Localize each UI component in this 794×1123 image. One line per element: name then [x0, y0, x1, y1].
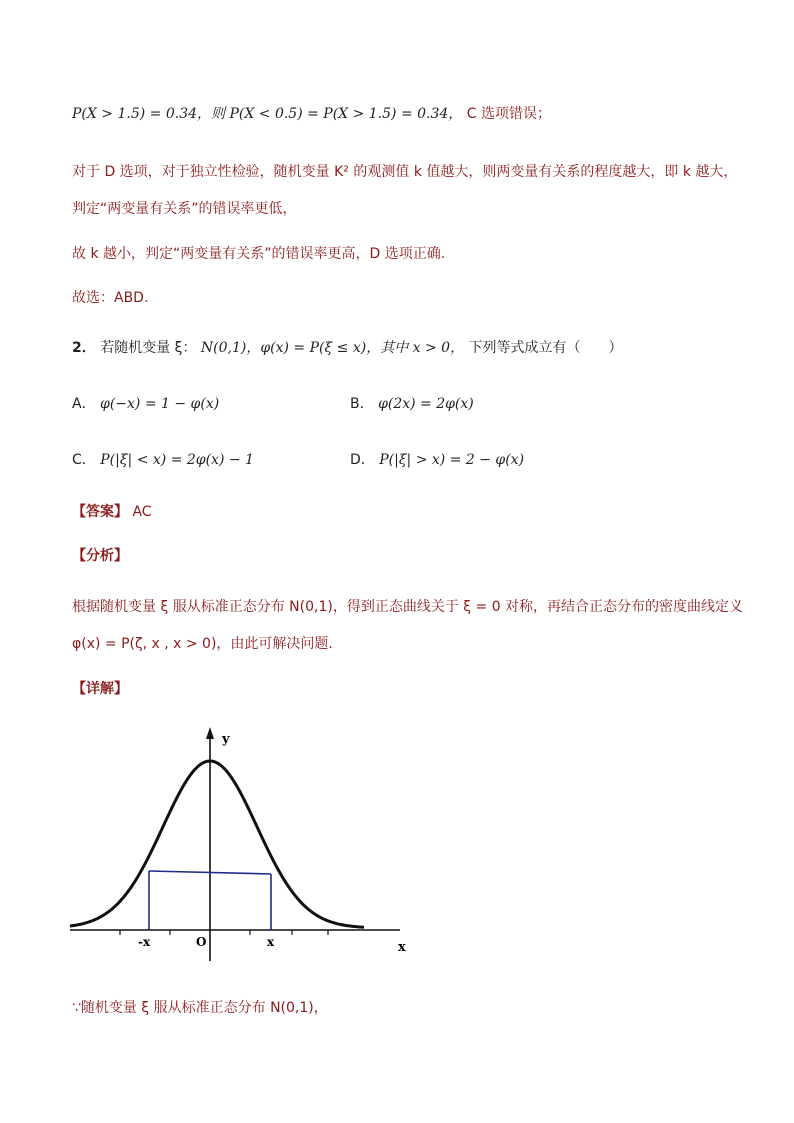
option-a	[72, 394, 219, 414]
y-label: y	[222, 732, 230, 747]
question-number: 2．	[72, 340, 96, 356]
x-label: x	[398, 940, 406, 955]
analysis-tag: 【分析】	[72, 548, 128, 564]
text-line-5: 故选：ABD.	[72, 290, 149, 306]
option-a-label: A．	[72, 396, 96, 412]
normal-distribution-figure	[60, 725, 420, 970]
y-axis-arrow	[206, 727, 214, 739]
text-line-3: 判定“两变量有关系”的错误率更低，	[72, 201, 297, 217]
neg-x-label: -x	[138, 935, 151, 949]
text-line-2: 对于 D 选项，对于独立性检验，随机变量 K² 的观测值 k 值越大，则两变量有关系的程度越大，即 k 越大，	[72, 164, 738, 180]
answer-line	[72, 502, 152, 522]
text-line-4: 故 k 越小，判定“两变量有关系”的错误率更高，D 选项正确.	[72, 246, 446, 262]
question-stem-math: N(0,1)，φ(x) = P(ξ ≤ x)，其中 x > 0，	[200, 340, 465, 356]
option-c-expr: P(|ξ| < x) = 2φ(x) − 1	[100, 452, 254, 468]
last-line: ∵随机变量 ξ 服从标准正态分布 N(0,1)，	[72, 1000, 328, 1016]
detail-tag: 【详解】	[72, 681, 128, 697]
pos-x-label: x	[267, 935, 275, 949]
answer-value: AC	[132, 504, 152, 520]
option-d-label: D．	[350, 452, 375, 468]
option-b	[350, 394, 474, 414]
option-b-label: B．	[350, 396, 374, 412]
normal-curve	[70, 761, 364, 927]
line1-text: C 选项错误；	[466, 106, 551, 122]
question-stem-text: 若随机变量 ξ：	[100, 340, 197, 356]
origin-label: O	[196, 935, 207, 949]
question-2	[72, 338, 623, 358]
option-b-expr: φ(2x) = 2φ(x)	[378, 396, 474, 412]
line1-math: P(X > 1.5) = 0.34，则 P(X < 0.5) = P(X > 1.5) = 0.34，	[72, 106, 463, 122]
text-line-1	[72, 104, 551, 124]
option-a-expr: φ(−x) = 1 − φ(x)	[100, 396, 220, 412]
option-d-expr: P(|ξ| > x) = 2 − φ(x)	[379, 452, 525, 468]
option-c	[72, 450, 254, 470]
answer-tag: 【答案】	[72, 504, 128, 520]
question-stem-tail: 下列等式成立有（ ）	[468, 340, 623, 356]
analysis-p1: 根据随机变量 ξ 服从标准正态分布 N(0,1)，得到正态曲线关于 ξ = 0 对称，再结合正态分布的密度曲线定义	[72, 599, 744, 615]
option-c-label: C．	[72, 452, 96, 468]
analysis-p2: φ(x) = P(ζ, x , x > 0)，由此可解决问题.	[72, 636, 333, 652]
option-d	[350, 450, 524, 470]
